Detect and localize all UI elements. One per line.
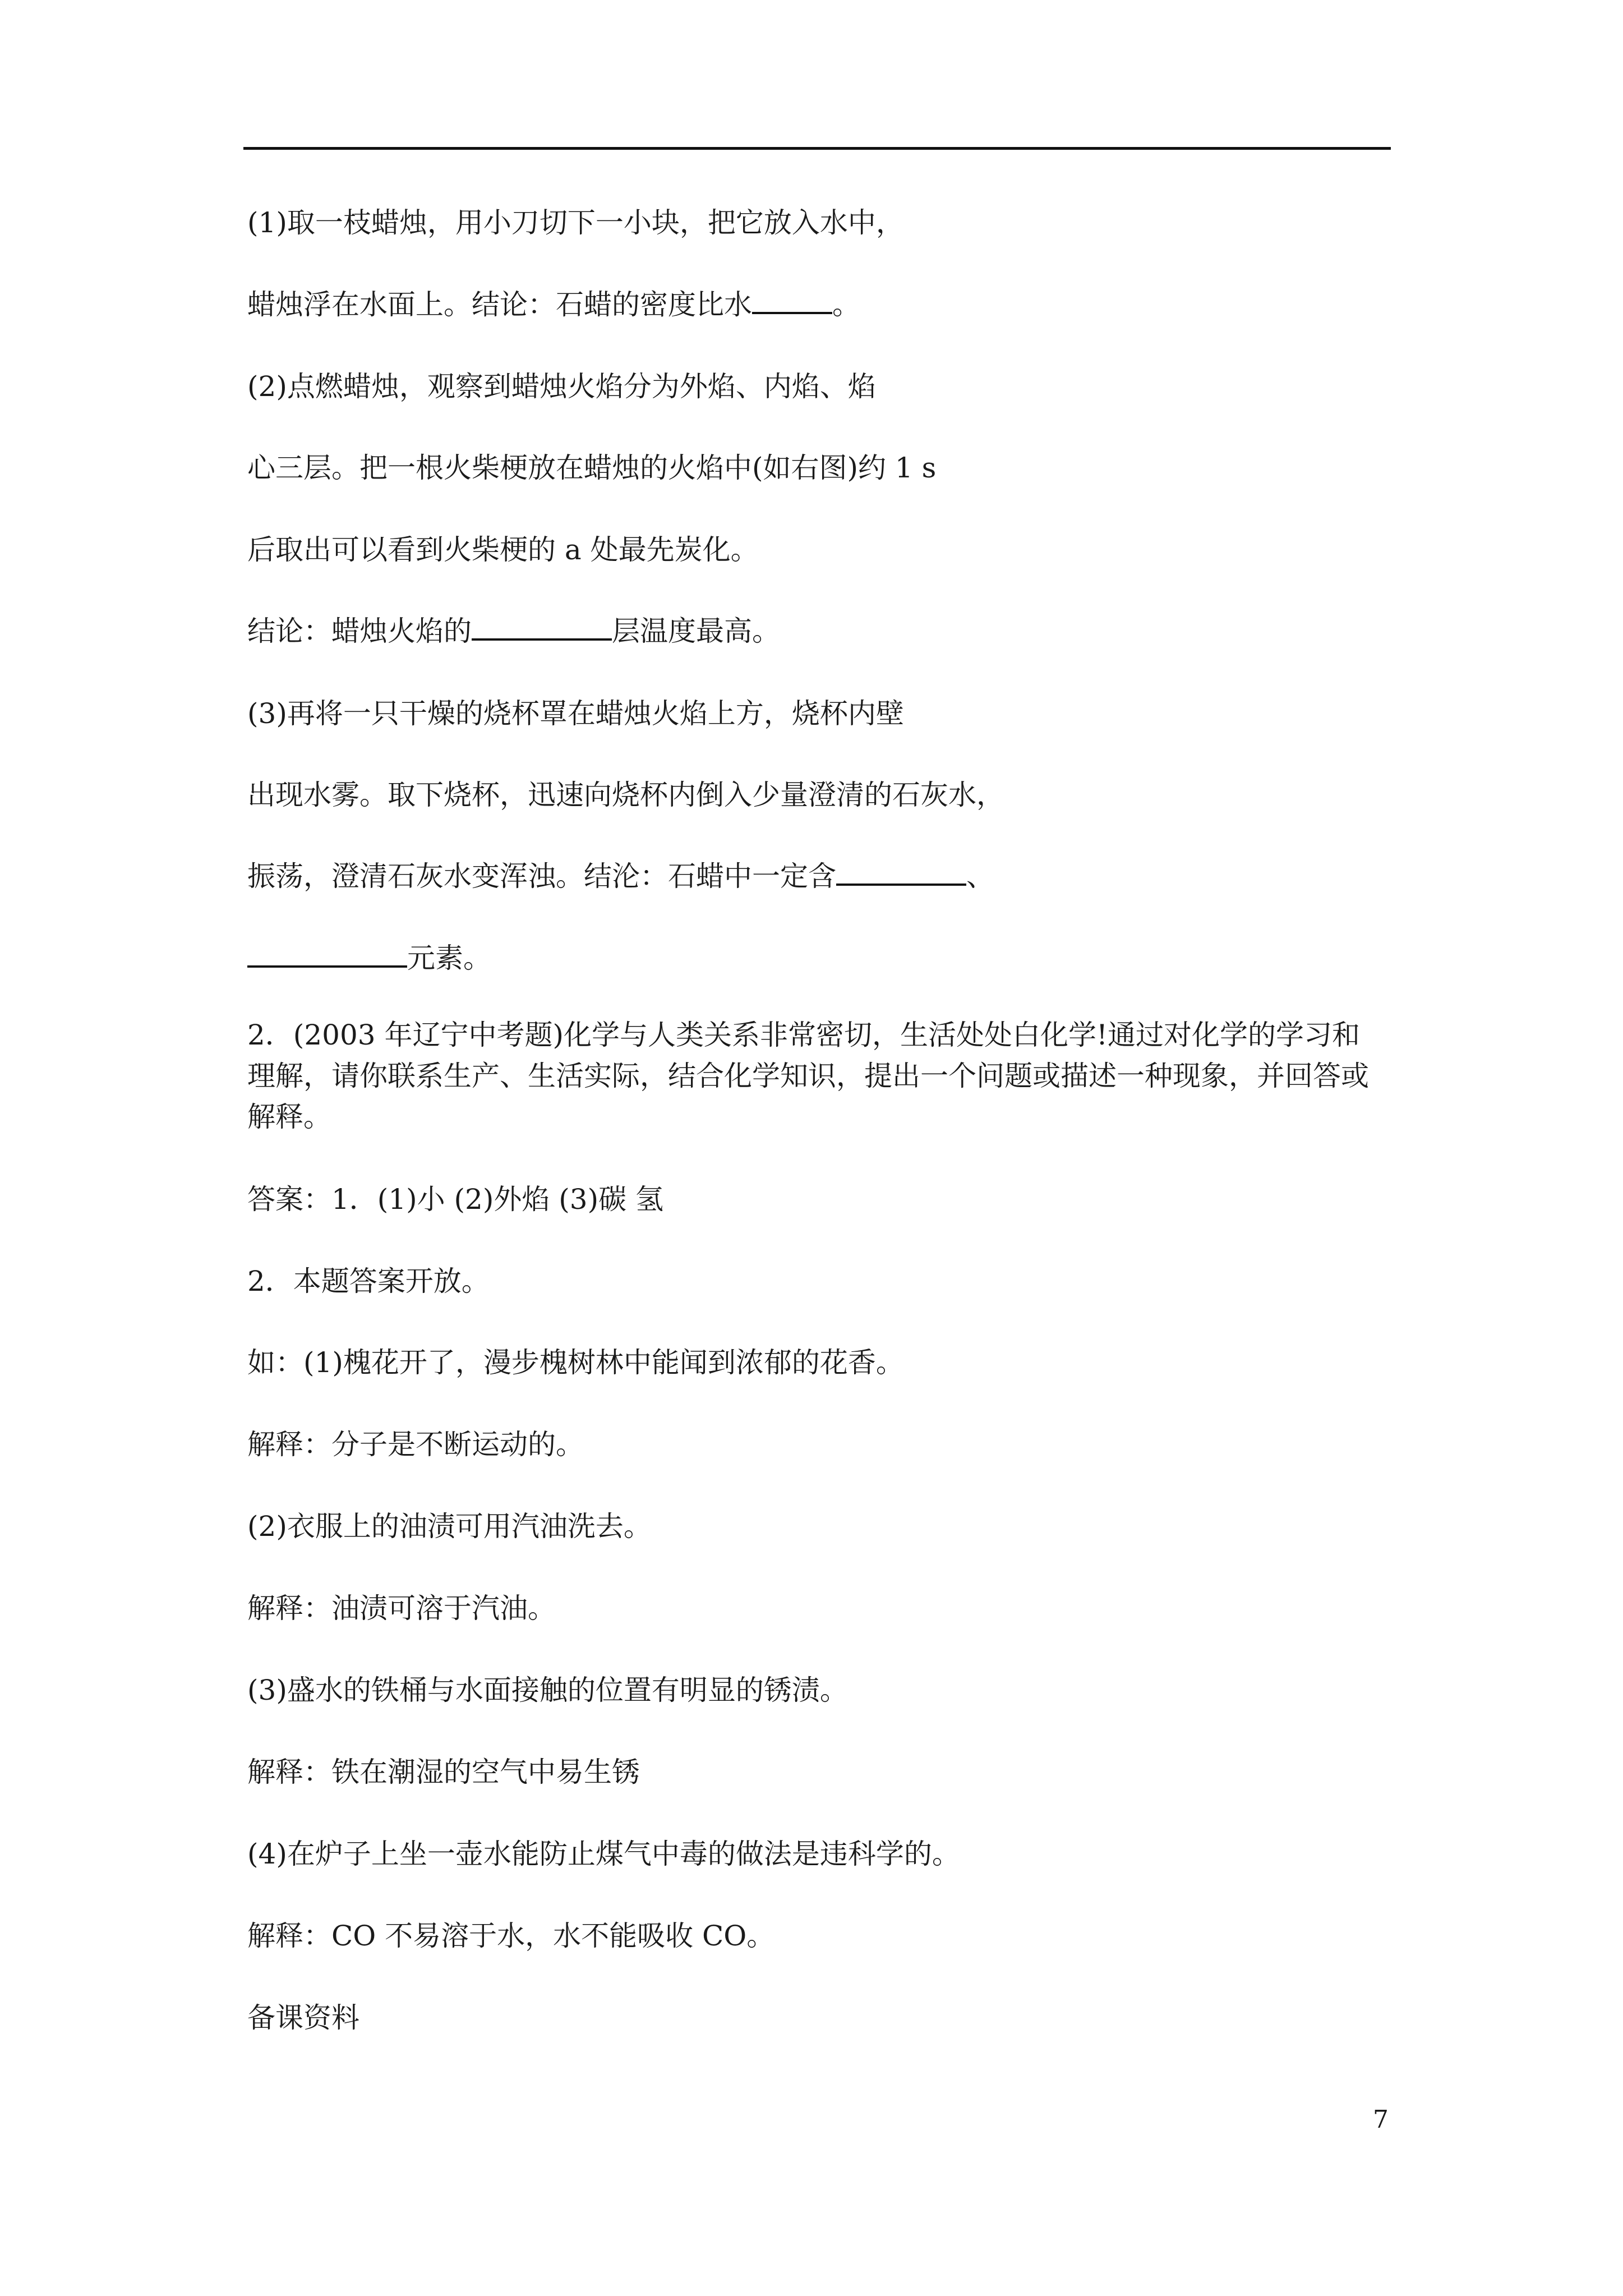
explanation-1: 解释：分子是不断运动的。 <box>247 1428 584 1461</box>
text-line-q2-4: 结论：蜡烛火焰的 层温度最高。 <box>247 615 780 647</box>
example-2: (2)衣服上的油渍可用汽油洗去。 <box>247 1510 652 1543</box>
explanation-3: 解释：铁在潮湿的空气中易生锈 <box>247 1756 640 1788</box>
explanation-2: 解释：油渍可溶于汽油。 <box>247 1592 556 1625</box>
answer-blank <box>247 943 407 968</box>
example-3: (3)盛水的铁桶与水面接触的位置有明显的锈渍。 <box>247 1674 848 1706</box>
question-2-line-3: 解释。 <box>247 1101 331 1133</box>
text-line-q3-3: 振荡，澄清石灰水变浑浊。结沦：石蜡中一定含 、 <box>247 860 994 892</box>
text-line-q1-1: (1)取一枝蜡烛，用小刀切下一小块，把它放入水中， <box>247 206 904 239</box>
answer-blank <box>472 616 612 641</box>
section-heading: 备课资料 <box>247 2001 359 2034</box>
question-2-line-2: 理解，请你联系生产、生活实际，结合化学知识，提出一个问题或描述一种现象，并回答或 <box>247 1060 1369 1092</box>
example-1: 如：(1)槐花开了，漫步槐树林中能闻到浓郁的花香。 <box>247 1346 904 1379</box>
question-2-line-1: 2．(2003 年辽宁中考题)化学与人类关系非常密切，生活处处白化学!通过对化学的学习和 <box>247 1019 1361 1051</box>
text-line-q2-2: 心三层。把一根火柴梗放在蜡烛的火焰中(如右图)约 1 s <box>247 452 937 484</box>
header-rule <box>243 147 1391 150</box>
text-line-q2-1: (2)点燃蜡烛，观察到蜡烛火焰分为外焰、内焰、焰 <box>247 370 876 403</box>
answer-blank <box>752 289 832 314</box>
text-line-q3-1: (3)再将一只干燥的烧杯罩在蜡烛火焰上方，烧杯内壁 <box>247 697 904 730</box>
text-line-q3-2: 出现水雾。取下烧杯，迅速向烧杯内倒入少量澄清的石灰水， <box>247 779 1004 811</box>
answer-heading: 答案：1．(1)小 (2)外焰 (3)碳 氢 <box>247 1183 663 1216</box>
example-4: (4)在炉子上坐一壶水能防止煤气中毒的做法是违科学的。 <box>247 1838 960 1870</box>
text-line-q3-4: 元素。 <box>247 940 491 976</box>
page-number: 7 <box>1373 2105 1389 2134</box>
answer-2-intro: 2．本题答案开放。 <box>247 1265 490 1297</box>
answer-blank <box>836 861 966 886</box>
text-line-q1-2: 蜡烛浮在水面上。结论：石蜡的密度比水 。 <box>247 288 860 321</box>
explanation-4: 解释：CO 不易溶于水，水不能吸收 CO。 <box>247 1920 775 1952</box>
text-line-q2-3: 后取出可以看到火柴梗的 a 处最先炭化。 <box>247 533 759 566</box>
